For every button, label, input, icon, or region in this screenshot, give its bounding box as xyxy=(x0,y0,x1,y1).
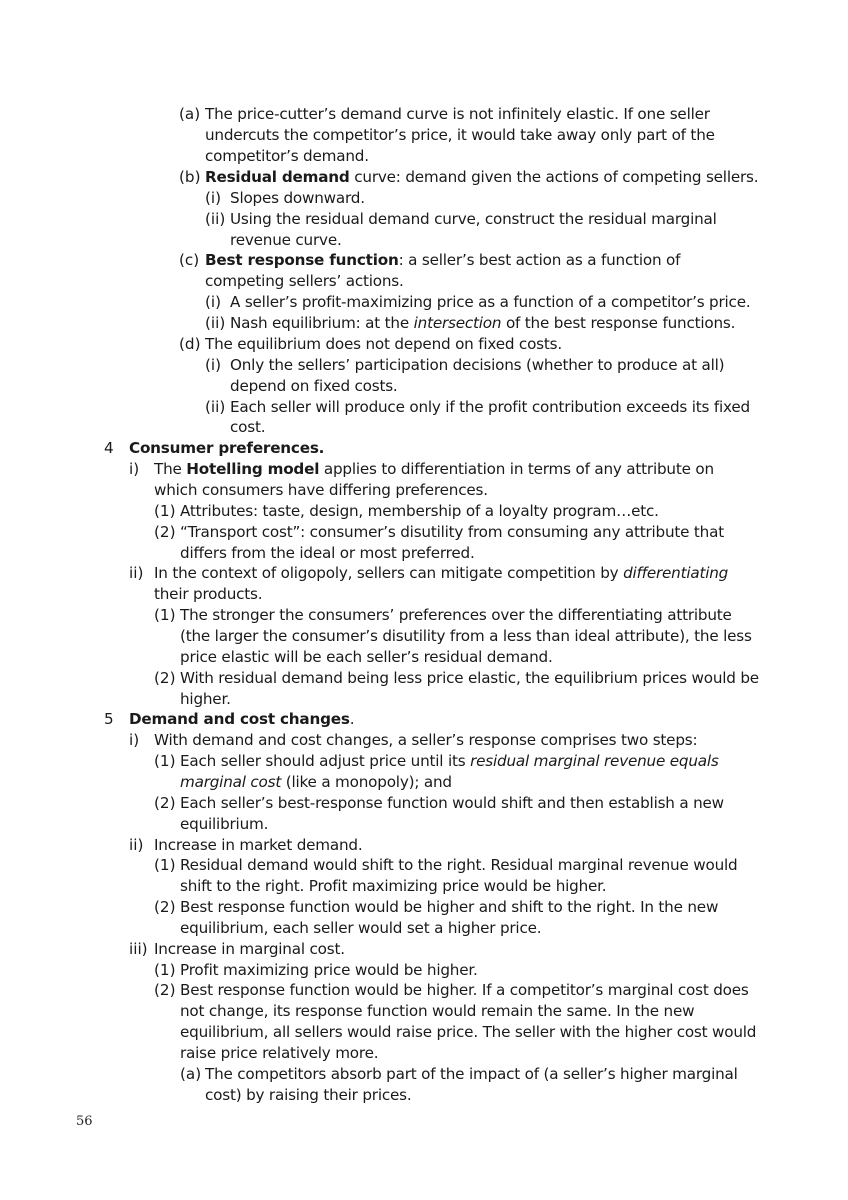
text-run: In the context of oligopoly, sellers can mitigate competition by xyxy=(154,564,624,582)
list-marker: (ii) xyxy=(205,210,226,228)
list-marker: (i) xyxy=(205,356,222,374)
text-run: applies to differentiation in terms of any attribute on xyxy=(319,460,714,478)
list-marker: (2) xyxy=(154,981,176,999)
bold-term: Residual demand xyxy=(205,168,350,186)
list-marker: (a) xyxy=(179,105,201,123)
text-line: A seller’s profit-maximizing price as a function of a competitor’s price. xyxy=(230,293,751,311)
text-line: equilibrium, each seller would set a higher price. xyxy=(180,919,542,937)
text-run: curve: demand given the actions of competing sellers. xyxy=(349,168,759,186)
list-marker: ii) xyxy=(129,836,144,854)
list-marker: (1) xyxy=(154,606,176,624)
text-line: Profit maximizing price would be higher. xyxy=(180,961,478,979)
text-line: Residual demand would shift to the right. Residual marginal revenue would xyxy=(180,856,738,874)
text-run: Each seller should adjust price until its xyxy=(180,752,471,770)
text-run: (like a monopoly); and xyxy=(281,773,452,791)
italic-term: intersection xyxy=(413,314,502,332)
list-marker: (2) xyxy=(154,794,176,812)
text-line: The competitors absorb part of the impact of (a seller’s higher marginal xyxy=(205,1065,738,1083)
list-marker: (1) xyxy=(154,961,176,979)
list-marker: (ii) xyxy=(205,314,226,332)
text-line: competitor’s demand. xyxy=(205,147,369,165)
list-marker: (i) xyxy=(205,293,222,311)
text-line: Best response function would be higher and shift to the right. In the new xyxy=(180,898,719,916)
italic-term: marginal cost xyxy=(180,773,282,791)
text-line xyxy=(205,167,758,188)
list-marker: (2) xyxy=(154,523,176,541)
list-marker: 5 xyxy=(104,710,114,728)
list-marker: iii) xyxy=(129,940,148,958)
text-line: cost) by raising their prices. xyxy=(205,1086,412,1104)
text-line: Each seller’s best-response function would shift and then establish a new xyxy=(180,794,724,812)
bold-term: Demand and cost changes xyxy=(129,710,350,728)
text-run: The xyxy=(154,460,187,478)
text-line: price elastic will be each seller’s residual demand. xyxy=(180,648,553,666)
text-line: undercuts the competitor’s price, it would take away only part of the xyxy=(205,126,715,144)
text-line: shift to the right. Profit maximizing price would be higher. xyxy=(180,877,607,895)
text-line xyxy=(129,438,324,459)
text-line: revenue curve. xyxy=(230,231,342,249)
bold-term: Hotelling model xyxy=(186,460,320,478)
text-line xyxy=(154,459,714,480)
text-line: (the larger the consumer’s disutility from a less than ideal attribute), the less xyxy=(180,627,752,645)
text-line: The price-cutter’s demand curve is not infinitely elastic. If one seller xyxy=(205,105,710,123)
list-marker: i) xyxy=(129,731,140,749)
list-marker: (c) xyxy=(179,251,200,269)
text-line: raise price relatively more. xyxy=(180,1044,379,1062)
text-line: Best response function would be higher. If a competitor’s marginal cost does xyxy=(180,981,749,999)
text-line: their products. xyxy=(154,585,263,603)
list-marker: 4 xyxy=(104,439,114,457)
text-line: The equilibrium does not depend on fixed costs. xyxy=(205,335,562,353)
list-marker: (1) xyxy=(154,856,176,874)
text-line: equilibrium, all sellers would raise price. The seller with the higher cost would xyxy=(180,1023,757,1041)
bold-term: Best response function xyxy=(205,251,399,269)
text-line: With residual demand being less price elastic, the equilibrium prices would be xyxy=(180,669,759,687)
text-line: differs from the ideal or most preferred. xyxy=(180,544,475,562)
list-marker: (1) xyxy=(154,752,176,770)
text-line: Increase in marginal cost. xyxy=(154,940,345,958)
list-marker: (1) xyxy=(154,502,176,520)
text-line: higher. xyxy=(180,690,231,708)
list-marker: ii) xyxy=(129,564,144,582)
text-line xyxy=(129,709,354,730)
list-marker: (d) xyxy=(179,335,201,353)
text-line: Each seller will produce only if the profit contribution exceeds its fixed xyxy=(230,398,750,416)
text-line: depend on fixed costs. xyxy=(230,377,398,395)
text-line: Slopes downward. xyxy=(230,189,365,207)
text-line: Increase in market demand. xyxy=(154,836,363,854)
text-run: Nash equilibrium: at the xyxy=(230,314,414,332)
text-line: The stronger the consumers’ preferences over the differentiating attribute xyxy=(180,606,732,624)
text-run: : a seller’s best action as a function of xyxy=(398,251,681,269)
list-marker: (a) xyxy=(180,1065,202,1083)
text-line: cost. xyxy=(230,418,266,436)
list-marker: (2) xyxy=(154,898,176,916)
italic-term: differentiating xyxy=(623,564,729,582)
text-line: equilibrium. xyxy=(180,815,269,833)
text-line xyxy=(230,313,735,334)
italic-term: residual marginal revenue equals xyxy=(470,752,719,770)
text-line: Using the residual demand curve, construct the residual marginal xyxy=(230,210,717,228)
text-run: of the best response functions. xyxy=(501,314,736,332)
text-line: which consumers have differing preferences. xyxy=(154,481,488,499)
text-line: not change, its response function would remain the same. In the new xyxy=(180,1002,695,1020)
text-line: Attributes: taste, design, membership of a loyalty program…etc. xyxy=(180,502,659,520)
bold-term: Consumer preferences. xyxy=(129,439,325,457)
text-line xyxy=(180,772,452,793)
text-line: Only the sellers’ participation decisions (whether to produce at all) xyxy=(230,356,725,374)
list-marker: (i) xyxy=(205,189,222,207)
list-marker: (2) xyxy=(154,669,176,687)
text-run: . xyxy=(349,710,355,728)
list-marker: (ii) xyxy=(205,398,226,416)
text-line: With demand and cost changes, a seller’s response comprises two steps: xyxy=(154,731,698,749)
text-line: competing sellers’ actions. xyxy=(205,272,404,290)
list-marker: (b) xyxy=(179,168,201,186)
text-line: “Transport cost”: consumer’s disutility from consuming any attribute that xyxy=(180,523,724,541)
page-number: 56 xyxy=(76,1114,93,1129)
text-line xyxy=(180,751,719,772)
list-marker: i) xyxy=(129,460,140,478)
text-line xyxy=(205,250,680,271)
text-line xyxy=(154,563,728,584)
